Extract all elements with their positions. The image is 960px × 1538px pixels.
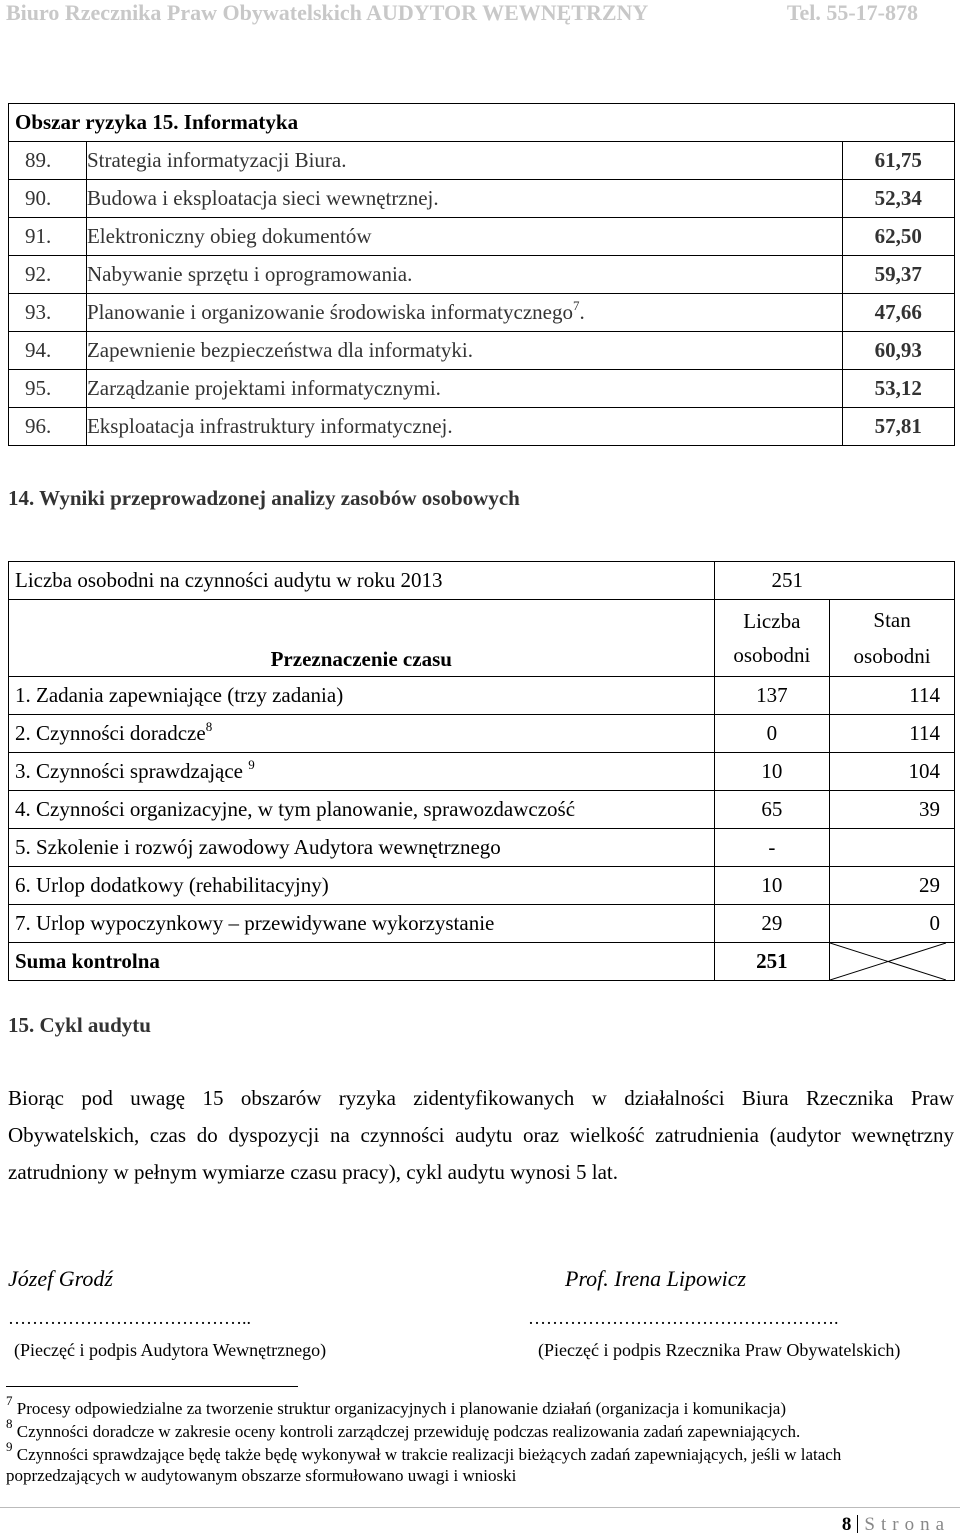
row-label-text: 3. Czynności sprawdzające: [15, 759, 249, 783]
col-count-header-line2: osobodni: [733, 643, 811, 667]
resources-table: [8, 561, 955, 981]
risk-num: 94.: [9, 332, 87, 370]
footnote-7: [6, 1393, 956, 1419]
sum-label: Suma kontrolna: [9, 943, 715, 981]
ombudsman-name: Prof. Irena Lipowicz: [565, 1266, 747, 1291]
risk-num: 92.: [9, 256, 87, 294]
risk-name: Nabywanie sprzętu i oprogramowania.: [86, 256, 842, 294]
row-state: 29: [830, 867, 955, 905]
audit-cycle-paragraph: Biorąc pod uwagę 15 obszarów ryzyka zidentyfikowanych w działalności Biura Rzecznika Praw Obywatelskich, czas do dyspozycji na czynności audytu oraz wielkość zatrudnienia (audytor wewnętrzny zatrudniony w pełnym wymiarze czasu pracy), cykl audytu wynosi 5 lat.: [8, 1086, 954, 1184]
risk-value: 59,37: [842, 256, 954, 294]
header-title: Biuro Rzecznika Praw Obywatelskich AUDYTOR WEWNĘTRZNY: [6, 0, 649, 25]
page-header: [0, 0, 960, 26]
footnote-number: 9: [6, 1439, 13, 1454]
risk-value: 60,93: [842, 332, 954, 370]
risk-num: 95.: [9, 370, 87, 408]
row-count: 0: [714, 715, 830, 753]
header-phone: Tel. 55-17-878: [786, 0, 918, 25]
footnote-ref: 9: [248, 757, 255, 772]
page-separator: [857, 1515, 858, 1533]
row-state: 114: [830, 715, 955, 753]
ombudsman-signature-line: …………………………………………….: [528, 1308, 839, 1328]
risk-area-title: Obszar ryzyka 15. Informatyka: [9, 104, 955, 142]
row-state: 104: [830, 753, 955, 791]
risk-name-text: Planowanie i organizowanie środowiska informatycznego: [86, 300, 573, 324]
row-label: [9, 829, 715, 867]
risk-name: Budowa i eksploatacja sieci wewnętrznej.: [86, 180, 842, 218]
risk-name: Elektroniczny obieg dokumentów: [86, 218, 842, 256]
col-state-header-line2: osobodni: [853, 644, 931, 668]
footnote-number: 7: [6, 1393, 13, 1408]
footnote-8: [6, 1416, 956, 1442]
col-state-header-line1: Stan: [873, 608, 911, 632]
footnote-9: [6, 1439, 956, 1486]
row-label-text: 6. Urlop dodatkowy (rehabilitacyjny): [15, 873, 329, 897]
auditor-signature-line: …………………………………..: [8, 1308, 251, 1328]
page-number: [842, 1514, 950, 1536]
risk-num: 91.: [9, 218, 87, 256]
row-label: [9, 715, 715, 753]
table-row: [9, 370, 955, 408]
row-label: [9, 791, 715, 829]
table-row: [9, 294, 955, 332]
risk-num: 93.: [9, 294, 87, 332]
table-row: [9, 142, 955, 180]
table-row: [9, 829, 955, 867]
page-number-value: 8: [841, 1514, 852, 1535]
footnote-divider: [6, 1386, 298, 1387]
table-row: [9, 791, 955, 829]
footnote-number: 8: [6, 1416, 13, 1431]
row-label-text: 5. Szkolenie i rozwój zawodowy Audytora wewnętrznego: [15, 835, 501, 859]
table-row: [9, 180, 955, 218]
risk-name: Eksploatacja infrastruktury informatycznej.: [86, 408, 842, 446]
row-label: [9, 677, 715, 715]
total-label: Liczba osobodni na czynności audytu w roku 2013: [9, 562, 715, 600]
ombudsman-signature-caption: (Pieczęć i podpis Rzecznika Praw Obywatelskich): [538, 1340, 901, 1360]
risk-value: 61,75: [842, 142, 954, 180]
table-row: [9, 753, 955, 791]
risk-value: 47,66: [842, 294, 954, 332]
table-row: [9, 332, 955, 370]
footnote-text: Czynności doradcze w zakresie oceny kontroli zarządczej przewiduję podczas realizowania zadań zapewniających.: [16, 1422, 801, 1441]
sum-state-crossed-cell: [830, 943, 955, 981]
risk-value: 62,50: [842, 218, 954, 256]
section-14-heading: 14. Wyniki przeprowadzonej analizy zasobów osobowych: [8, 486, 520, 510]
footnote-text: Procesy odpowiedzialne za tworzenie struktur organizacyjnych i planowanie działań (organizacja i komunikacja): [16, 1399, 787, 1418]
row-count: 10: [714, 753, 830, 791]
table-row: [9, 256, 955, 294]
row-count: 29: [714, 905, 830, 943]
footnote-ref: 7: [572, 298, 580, 313]
col-purpose-header: Przeznaczenie czasu: [9, 600, 715, 677]
row-state: 39: [830, 791, 955, 829]
risk-name: Zarządzanie projektami informatycznymi.: [86, 370, 842, 408]
table-row: [9, 905, 955, 943]
risk-name: [86, 294, 842, 332]
row-count: 65: [714, 791, 830, 829]
risk-area-table: [8, 103, 955, 446]
row-label: [9, 905, 715, 943]
risk-value: 52,34: [842, 180, 954, 218]
auditor-signature-caption: (Pieczęć i podpis Audytora Wewnętrznego): [14, 1340, 327, 1360]
row-label-text: 7. Urlop wypoczynkowy – przewidywane wykorzystanie: [15, 911, 495, 935]
section-15-heading: 15. Cykl audytu: [8, 1013, 151, 1037]
risk-num: 90.: [9, 180, 87, 218]
footnote-ref: 8: [205, 719, 213, 734]
risk-value: 57,81: [842, 408, 954, 446]
table-row: [9, 677, 955, 715]
risk-num: 96.: [9, 408, 87, 446]
footer-divider: [0, 1507, 960, 1508]
row-label: [9, 867, 715, 905]
risk-name: Zapewnienie bezpieczeństwa dla informatyki.: [86, 332, 842, 370]
auditor-name: Józef Grodź: [8, 1266, 113, 1291]
col-count-header-line1: Liczba: [743, 609, 801, 633]
footnote-text: Czynności sprawdzające będę także będę wykonywał w trakcie realizacji bieżących zadań zapewniających, jeśli w latach poprzedzających w audytowanym obszarze sformułowano uwagi i wnioski: [6, 1445, 842, 1485]
row-count: 137: [714, 677, 830, 715]
row-state: [830, 829, 955, 867]
row-state: 114: [830, 677, 955, 715]
risk-name-tail: .: [579, 300, 585, 324]
col-count-header: [714, 600, 830, 677]
table-row: [9, 218, 955, 256]
table-row: [9, 867, 955, 905]
row-label-text: 2. Czynności doradcze: [15, 721, 206, 745]
col-state-header: [830, 600, 955, 677]
risk-value: 53,12: [842, 370, 954, 408]
total-value: 251: [714, 562, 954, 600]
row-state: 0: [830, 905, 955, 943]
row-count: 10: [714, 867, 830, 905]
page-word: Strona: [864, 1514, 950, 1535]
row-label-text: 4. Czynności organizacyjne, w tym planowanie, sprawozdawczość: [15, 797, 576, 821]
risk-num: 89.: [9, 142, 87, 180]
cross-out-icon: [830, 943, 946, 980]
row-label-text: 1. Zadania zapewniające (trzy zadania): [15, 683, 344, 707]
risk-name: Strategia informatyzacji Biura.: [86, 142, 842, 180]
row-label: [9, 753, 715, 791]
row-count: -: [714, 829, 830, 867]
sum-value: 251: [714, 943, 830, 981]
table-row: [9, 715, 955, 753]
table-row: [9, 408, 955, 446]
table-row-sum: [9, 943, 955, 981]
